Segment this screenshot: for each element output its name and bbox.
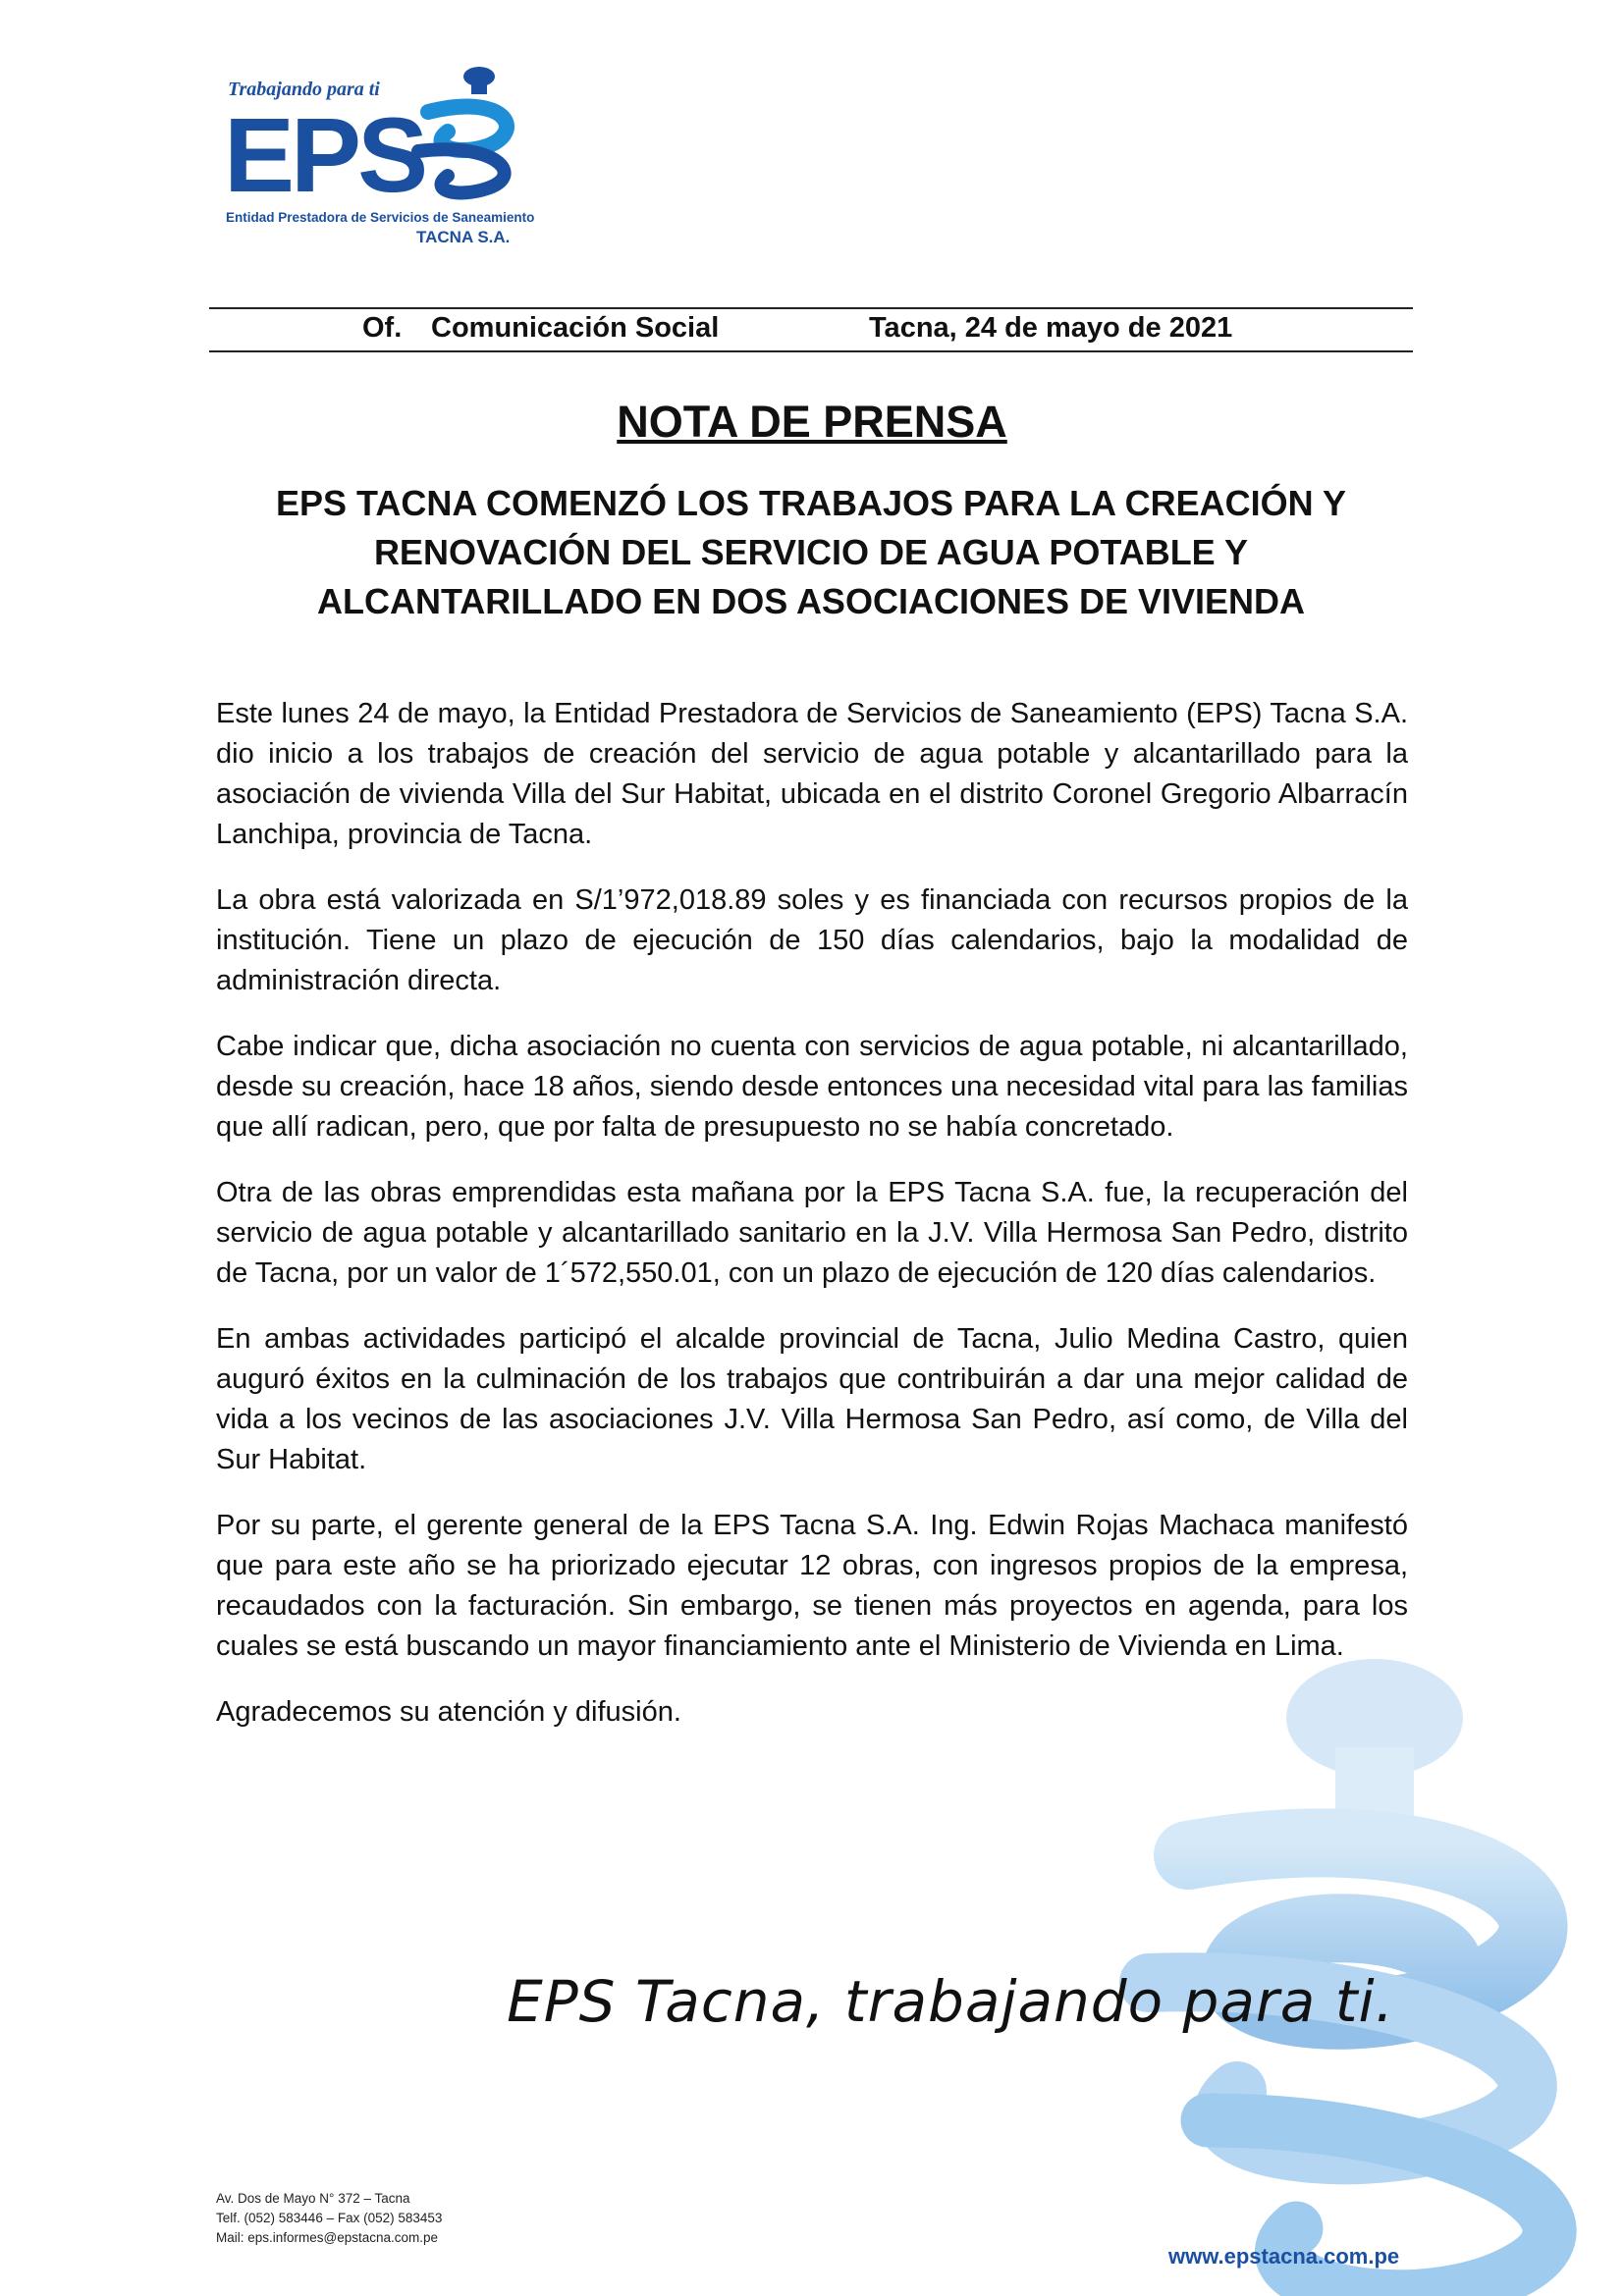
paragraph: Otra de las obras emprendidas esta mañana por la EPS Tacna S.A. fue, la recuperación del servicio de agua potable y alcantarillado sanitario en la J.V. Villa Hermosa San Pedro, distrito de Tacna, por un valor de 1´572,550.01, con un plazo de ejecución de 120 días calendarios. <box>216 1177 1408 1289</box>
footer-phone: Telf. (052) 583446 – Fax (052) 583453 <box>216 2211 443 2225</box>
header-bottom-rule <box>209 350 1413 352</box>
footer-contact <box>216 2189 442 2248</box>
closing-slogan: EPS Tacna, trabajando para ti. <box>507 1968 1394 2035</box>
header-line <box>209 312 1413 347</box>
paragraph: Este lunes 24 de mayo, la Entidad Prestadora de Servicios de Saneamiento (EPS) Tacna S.A. dio inicio a los trabajos de creación del servicio de agua potable y alcantarillado para la asociación de vivienda Villa del Sur Habitat, ubicada en el distrito Coronel Gregorio Albarracín Lanchipa, provincia de Tacna. <box>216 698 1408 850</box>
paragraph: Agradecemos su atención y difusión. <box>216 1696 681 1728</box>
footer-address: Av. Dos de Mayo N° 372 – Tacna <box>216 2191 410 2206</box>
logo-tagline: Trabajando para ti <box>228 79 380 100</box>
header-date: Tacna, 24 de mayo de 2021 <box>869 312 1233 344</box>
header-prefix: Of. <box>362 312 403 344</box>
paragraph: La obra está valorizada en S/1’972,018.89 soles y es financiada con recursos propios de la institución. Tiene un plazo de ejecución de 150 días calendarios, bajo la modalidad de administración directa. <box>216 884 1408 996</box>
logo-swirl-icon <box>399 63 526 210</box>
eps-logo <box>224 61 535 257</box>
header-top-rule <box>209 307 1413 309</box>
body-text <box>216 694 1408 1758</box>
header-department: Comunicación Social <box>431 312 720 344</box>
document-type-label: NOTA DE PRENSA <box>617 397 1007 447</box>
footer-mail: Mail: eps.informes@epstacna.com.pe <box>216 2230 439 2245</box>
paragraph: Por su parte, el gerente general de la EPS Tacna S.A. Ing. Edwin Rojas Machaca manifestó que para este año se ha priorizado ejecutar 12 obras, con ingresos propios de la empresa, recaudados con la facturación. Sin embargo, se tienen más proyectos en agenda, para los cuales se está buscando un mayor financiamiento ante el Ministerio de Vivienda en Lima. <box>216 1510 1408 1662</box>
footer-website-link[interactable]: www.epstacna.com.pe <box>1168 2244 1400 2269</box>
logo-subtitle: Entidad Prestadora de Servicios de Saneamiento <box>226 210 535 225</box>
paragraph: En ambas actividades participó el alcalde provincial de Tacna, Julio Medina Castro, quien auguró éxitos en la culminación de los trabajos que contribuirán a dar una mejor calidad de vida a los vecinos de las asociaciones J.V. Villa Hermosa San Pedro, así como, de Villa del Sur Habitat. <box>216 1323 1408 1475</box>
document-type <box>0 397 1624 448</box>
paragraph: Cabe indicar que, dicha asociación no cuenta con servicios de agua potable, ni alcantarillado, desde su creación, hace 18 años, siendo desde entonces una necesidad vital para las familias que allí radican, pero, que por falta de presupuesto no se había concretado. <box>216 1031 1408 1143</box>
logo-wordmark: EPS <box>224 95 425 214</box>
logo-company: TACNA S.A. <box>416 228 511 246</box>
headline: EPS TACNA COMENZÓ LOS TRABAJOS PARA LA CREACIÓN Y RENOVACIÓN DEL SERVICIO DE AGUA POTABLE Y ALCANTARILLADO EN DOS ASOCIACIONES DE VIVIENDA <box>275 483 1347 621</box>
